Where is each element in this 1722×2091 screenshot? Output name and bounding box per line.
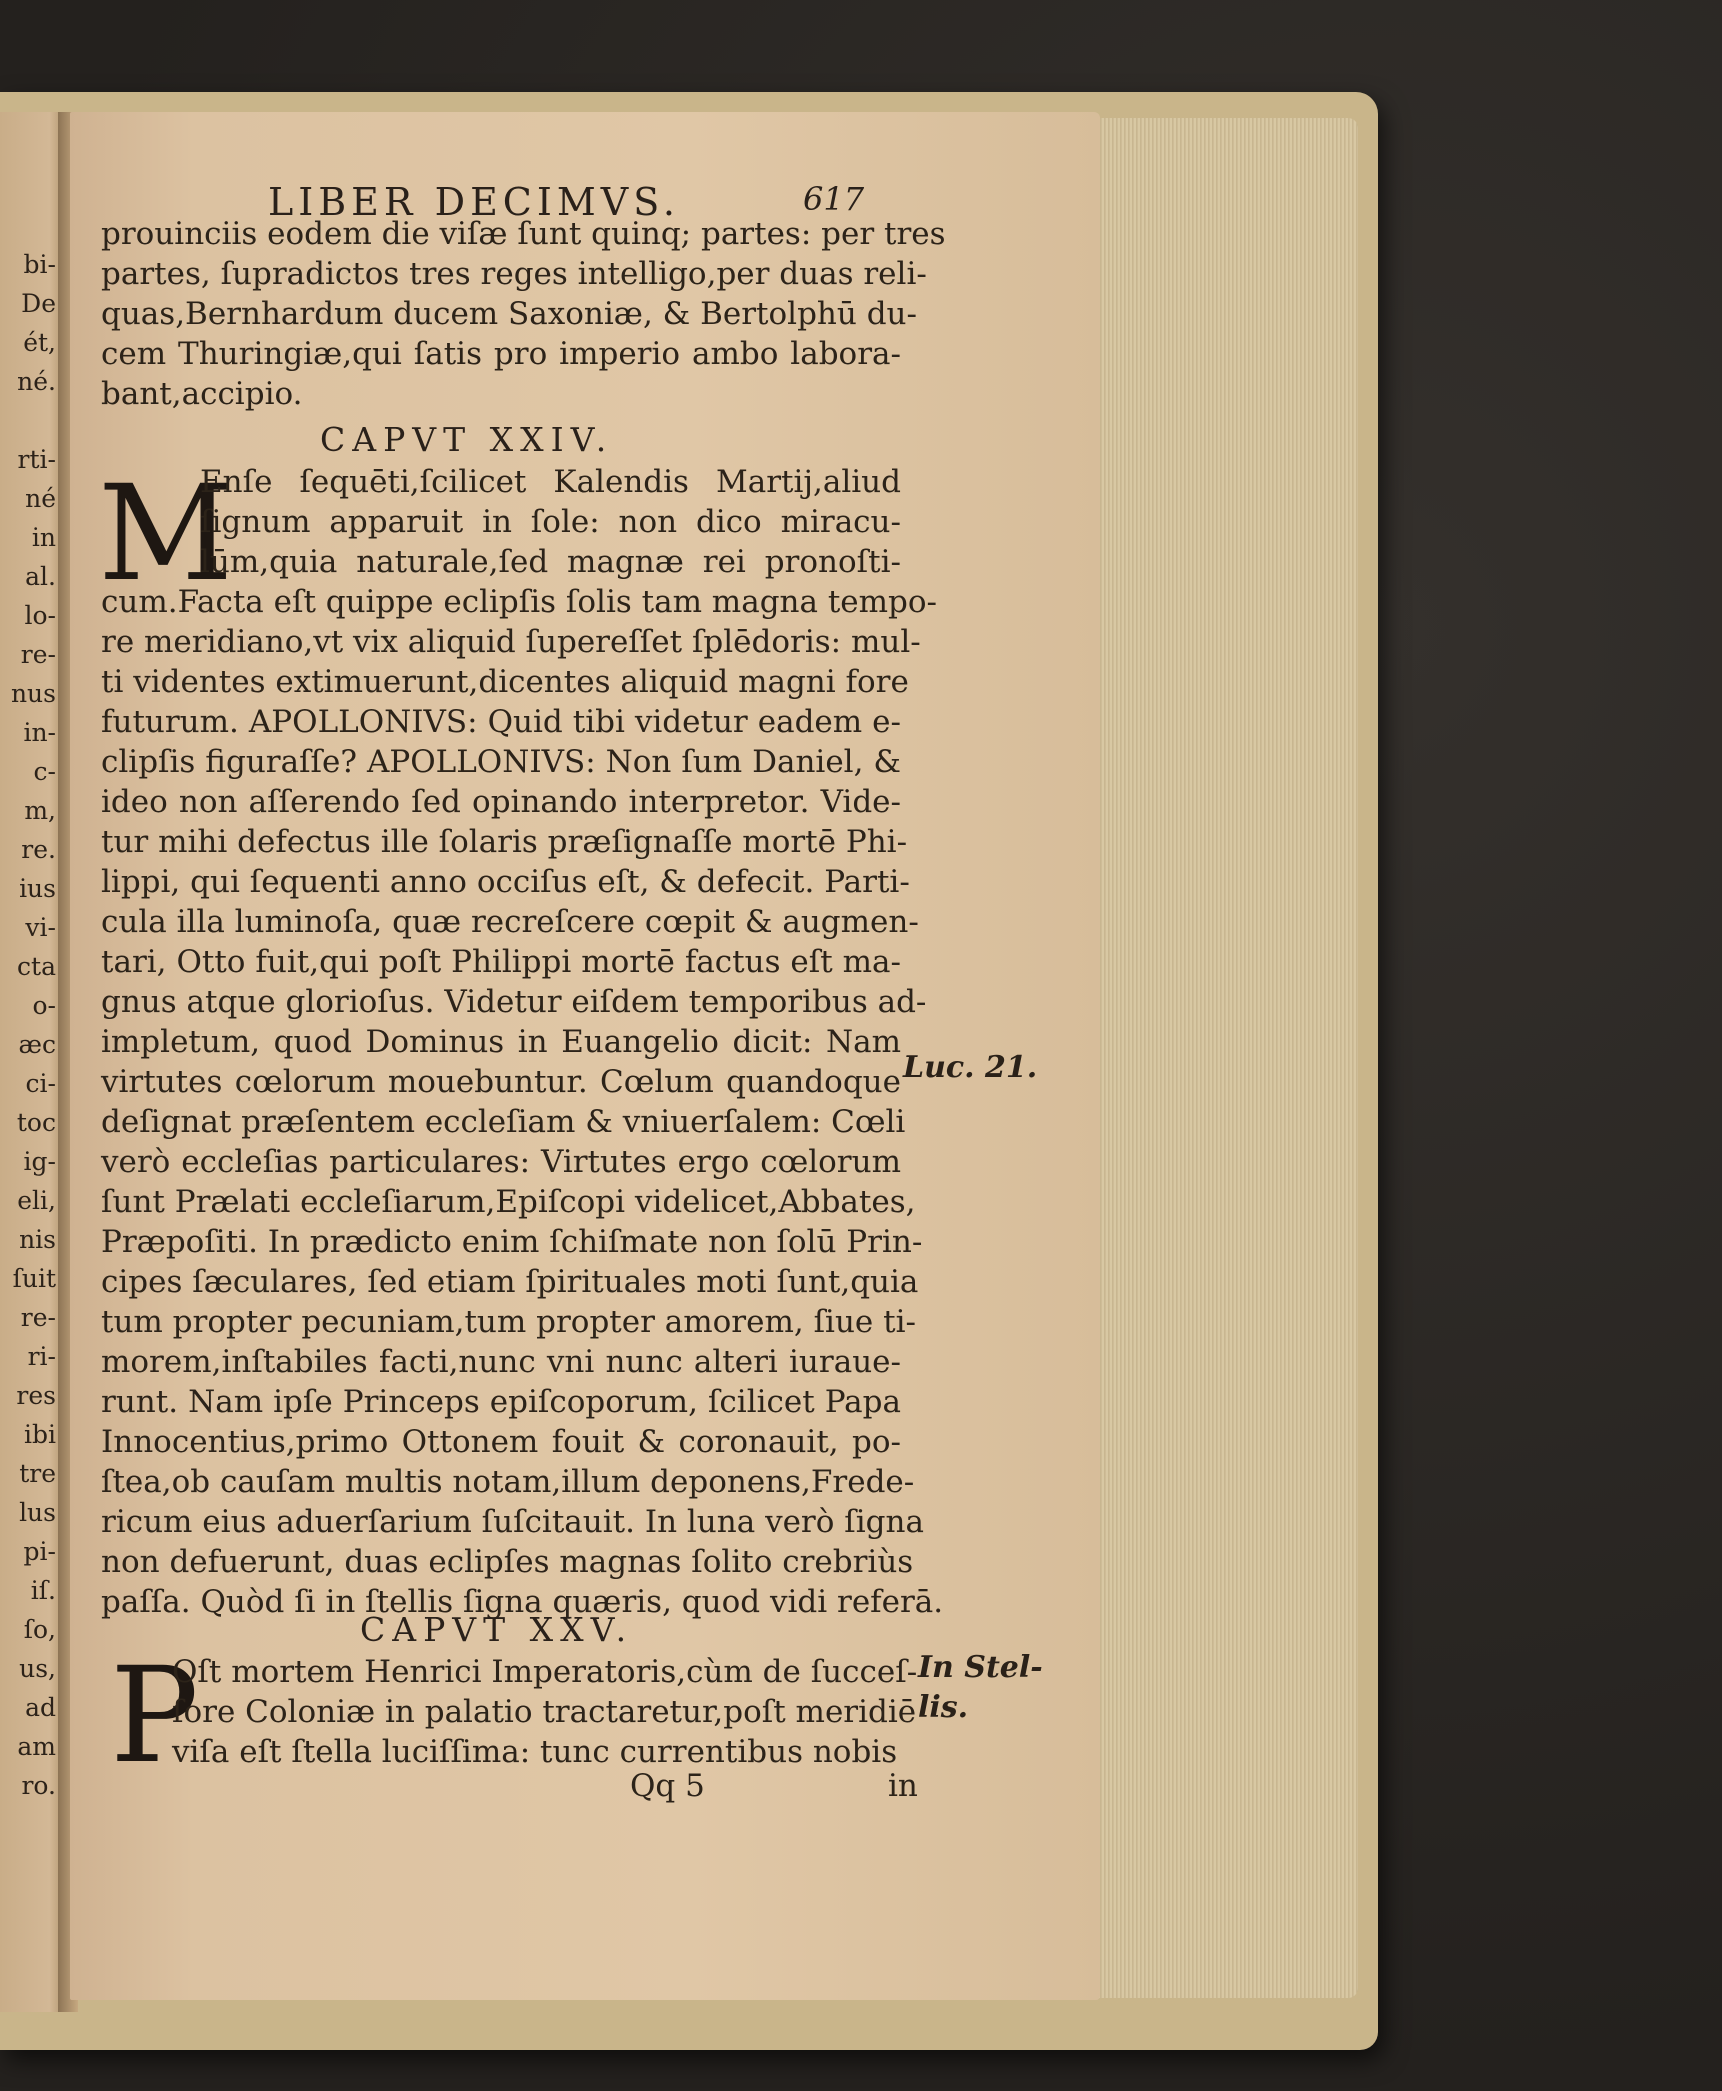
- text-line: ti videntes extimuerunt,dicentes aliquid magni fore: [101, 664, 909, 700]
- text-line: viſa eſt ſtella luciſſima: tunc currentibus nobis: [172, 1734, 898, 1770]
- left-page-fragment: ét,: [23, 328, 56, 357]
- left-page-fragment: lus: [19, 1498, 56, 1527]
- left-page-fragment: vi-: [25, 913, 56, 942]
- left-page-fragment: eli,: [17, 1186, 56, 1215]
- left-page-fragment: nis: [19, 1225, 56, 1254]
- text-line: deſignat præſentem eccleſiam & vniuerſalem: Cœli: [101, 1104, 906, 1140]
- left-page-fragment: toc: [16, 1108, 56, 1137]
- margin-note-luc: Luc. 21.: [903, 1050, 1038, 1085]
- left-page-fragment: iſ.: [30, 1576, 56, 1605]
- left-page-fragment: re-: [20, 640, 56, 669]
- left-page-fragment: ſuit: [12, 1264, 56, 1293]
- text-line: bant,accipio.: [101, 376, 303, 412]
- text-line: runt. Nam ipſe Princeps epiſcoporum, ſcilicet Papa: [101, 1384, 901, 1420]
- left-page-fragment: ci-: [25, 1069, 56, 1098]
- chapter-25-heading: CAPVT XXV.: [360, 1610, 634, 1649]
- text-line: cum.Facta eſt quippe eclipſis ſolis tam magna tempo-: [101, 584, 938, 620]
- text-line: tur mihi defectus ille ſolaris præſignaſſe mortē Phi-: [101, 824, 908, 860]
- left-page-fragment: c-: [33, 757, 56, 786]
- text-line: gnus atque glorioſus. Videtur eiſdem temporibus ad-: [101, 984, 927, 1020]
- left-page-fragment: ſo,: [23, 1615, 56, 1644]
- text-line: re meridiano,vt vix aliquid ſupereſſet ſplēdoris: mul-: [101, 624, 921, 660]
- left-page-fragment: o-: [32, 991, 56, 1020]
- folio-number: 617: [803, 180, 865, 218]
- left-page-fragment: m,: [24, 796, 56, 825]
- text-line: Oſt mortem Henrici Imperatoris,cùm de ſucceſ-: [172, 1654, 918, 1690]
- text-line: non defuerunt, duas eclipſes magnas ſolito crebriùs: [101, 1544, 914, 1580]
- text-line: cem Thuringiæ,qui ſatis pro imperio ambo labora-: [101, 336, 901, 372]
- catchword: in: [888, 1768, 918, 1804]
- left-page-fragment: res: [16, 1381, 56, 1410]
- left-page-fragment: né.: [17, 367, 56, 396]
- text-line: lūm,quia naturale,ſed magnæ rei pronoſti-: [200, 544, 901, 580]
- left-page-fragment: am: [17, 1732, 56, 1761]
- text-line: clipſis figuraſſe? APOLLONIVS: Non ſum Daniel, &: [101, 744, 901, 780]
- left-page-fragment: né: [25, 484, 56, 513]
- text-line: ideo non aſſerendo ſed opinando interpretor. Vide-: [101, 784, 901, 820]
- text-line: impletum, quod Dominus in Euangelio dicit: Nam: [101, 1024, 901, 1060]
- left-page-fragment: re-: [20, 1303, 56, 1332]
- text-line: lippi, qui ſequenti anno occiſus eſt, & defecit. Parti-: [101, 864, 910, 900]
- initial-m: M: [98, 457, 234, 611]
- left-page-fragment: ri-: [27, 1342, 56, 1371]
- page-edges: [1090, 118, 1358, 1998]
- text-line: Innocentius,primo Ottonem fouit & coronauit, po-: [101, 1424, 901, 1460]
- left-page-fragment: bi-: [23, 250, 56, 279]
- signature-mark: Qq 5: [630, 1768, 705, 1804]
- text-line: tari, Otto fuit,qui poſt Philippi mortē factus eſt ma-: [101, 944, 901, 980]
- text-line: virtutes cœlorum mouebuntur. Cœlum quandoque: [101, 1064, 901, 1100]
- left-page-fragment: rti-: [17, 445, 56, 474]
- left-page-fragment: us,: [19, 1654, 56, 1683]
- text-line: futurum. APOLLONIVS: Quid tibi videtur eadem e-: [101, 704, 901, 740]
- text-line: ricum eius aduerſarium ſuſcitauit. In luna verò ſigna: [101, 1504, 924, 1540]
- left-page-fragment: pi-: [23, 1537, 56, 1566]
- text-line: quas,Bernhardum ducem Saxoniæ, & Bertolphū du-: [101, 296, 917, 332]
- left-page-fragment: cta: [17, 952, 56, 981]
- left-page-fragment: nus: [10, 679, 56, 708]
- initial-p: P: [110, 1639, 199, 1793]
- margin-note-stellis-1: In Stel-: [918, 1650, 1043, 1685]
- chapter-24-heading: CAPVT XXIV.: [320, 420, 614, 459]
- left-page-fragment: in: [31, 523, 56, 552]
- left-page-fragment: tre: [19, 1459, 56, 1488]
- left-page-fragment: ig-: [23, 1147, 56, 1176]
- left-page-fragment: De: [21, 289, 56, 318]
- left-page-fragment: al.: [25, 562, 56, 591]
- text-line: verò eccleſias particulares: Virtutes ergo cœlorum: [101, 1144, 901, 1180]
- text-line: morem,inſtabiles facti,nunc vni nunc alteri iuraue-: [101, 1344, 901, 1380]
- left-page-fragment: ibi: [24, 1420, 56, 1449]
- text-line: tum propter pecuniam,tum propter amorem, ſiue ti-: [101, 1304, 916, 1340]
- left-page-fragment: ius: [19, 874, 56, 903]
- text-line: prouinciis eodem die viſæ ſunt quinq; partes: per tres: [101, 216, 946, 252]
- margin-note-stellis-2: lis.: [918, 1690, 969, 1725]
- text-line: Præpoſiti. In prædicto enim ſchiſmate non ſolū Prin-: [101, 1224, 923, 1260]
- text-line: ſtea,ob cauſam multis notam,illum deponens,Frede-: [101, 1464, 915, 1500]
- left-page-fragment: ad: [25, 1693, 56, 1722]
- left-page-fragment: re.: [21, 835, 56, 864]
- left-page-fragment: ro.: [21, 1771, 56, 1800]
- text-line: ſunt Prælati eccleſiarum,Epiſcopi videlicet,Abbates,: [101, 1184, 916, 1220]
- text-line: cula illa luminoſa, quæ recreſcere cœpit & augmen-: [101, 904, 919, 940]
- text-line: cipes ſæculares, ſed etiam ſpirituales moti ſunt,quia: [101, 1264, 919, 1300]
- left-page-fragment: in-: [23, 718, 56, 747]
- text-line: paſſa. Quòd ſi in ſtellis ſigna quæris, quod vidi referā.: [101, 1584, 944, 1620]
- text-line: ſignum apparuit in ſole: non dico miracu-: [200, 504, 901, 540]
- text-line: partes, ſupradictos tres reges intelligo,per duas reli-: [101, 256, 927, 292]
- left-page-fragment: lo-: [24, 601, 56, 630]
- text-line: Enſe ſequēti,ſcilicet Kalendis Martij,aliud: [200, 464, 901, 500]
- running-head: LIBER DECIMVS.: [268, 180, 680, 224]
- text-line: ſore Coloniæ in palatio tractaretur,poſt meridiē: [172, 1694, 917, 1730]
- left-page-fragment: æc: [18, 1030, 56, 1059]
